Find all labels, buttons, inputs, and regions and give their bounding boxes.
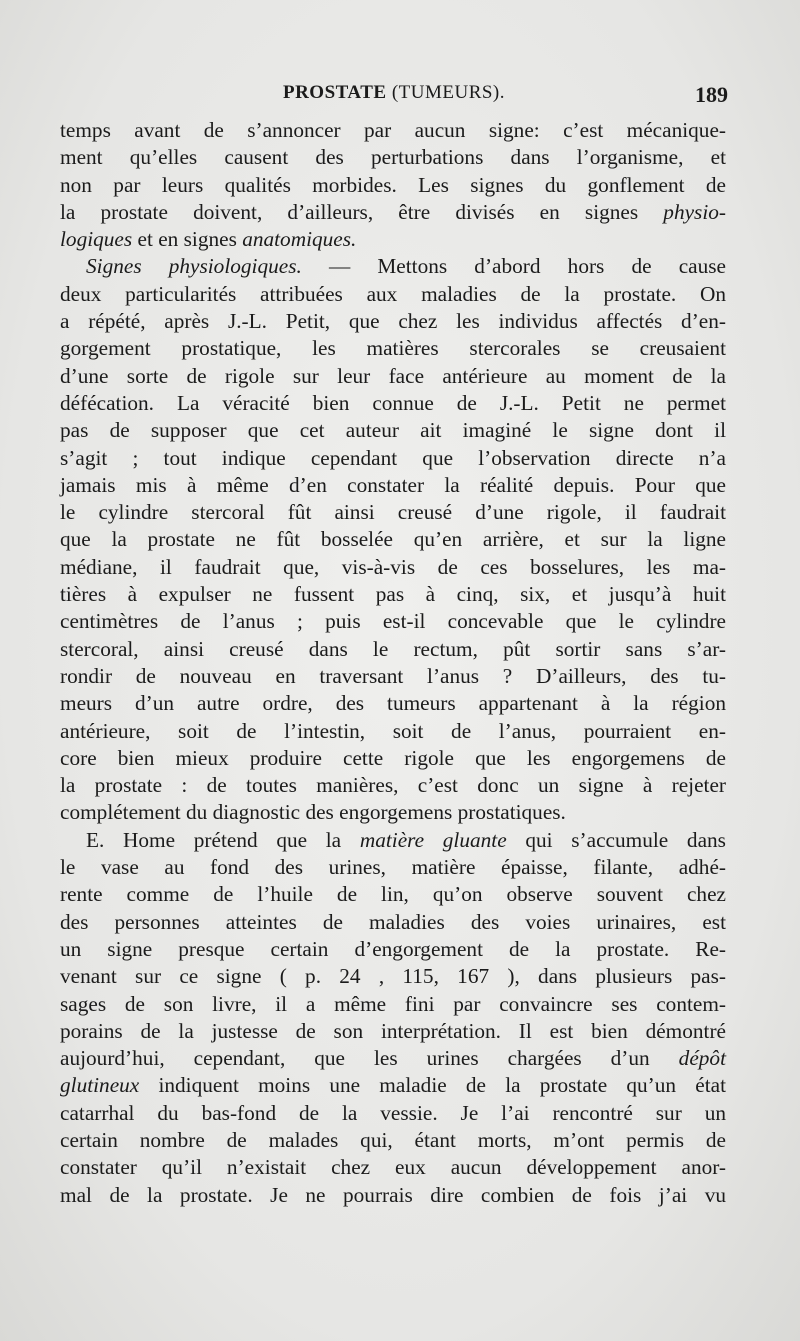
text-line — [60, 554, 726, 581]
text-line — [60, 281, 726, 308]
text-line — [60, 1182, 726, 1209]
text-segment: catarrhal du bas-fond de la vessie. Je l’ai rencontré sur un — [60, 1100, 726, 1125]
text-segment: temps avant de s’annoncer par aucun signe: c’est mécanique- — [60, 118, 726, 142]
text-segment: certain nombre de malades qui, étant morts, m’ont permis de — [60, 1127, 726, 1152]
text-segment: constater qu’il n’existait chez eux aucun développement anor- — [60, 1155, 726, 1180]
text-segment: le cylindre stercoral fût ainsi creusé d’une rigole, il faudrait — [60, 500, 726, 525]
text-segment: que la prostate ne fût bosselée qu’en arrière, et sur la ligne — [60, 527, 726, 552]
text-line — [60, 445, 726, 472]
text-segment: un signe presque certain d’engorgement de la prostate. Re- — [60, 936, 726, 961]
text-segment: la prostate doivent, d’ailleurs, être divisés en signes — [60, 199, 664, 224]
text-line — [60, 745, 726, 772]
text-segment: porains de la justesse de son interprétation. Il est bien démontré — [60, 1018, 726, 1043]
italic-text: dépôt — [678, 1046, 726, 1071]
text-line — [60, 117, 726, 144]
text-line — [60, 417, 726, 444]
text-segment: deux particularités attribuées aux maladies de la prostate. On — [60, 281, 726, 306]
text-segment: rente comme de l’huile de lin, qu’on observe souvent chez — [60, 882, 726, 907]
text-line — [60, 1127, 726, 1154]
text-line — [60, 308, 726, 335]
text-segment: rondir de nouveau en traversant l’anus ? D’ailleurs, des tu- — [60, 663, 726, 688]
text-line — [60, 226, 726, 253]
text-line — [60, 472, 726, 499]
text-line — [60, 1018, 726, 1045]
text-line — [60, 636, 726, 663]
text-line — [60, 581, 726, 608]
text-line — [60, 1100, 726, 1127]
text-segment: d’une sorte de rigole sur leur face antérieure au moment de la — [60, 363, 726, 388]
text-line — [60, 199, 726, 226]
italic-text: glutineux — [60, 1073, 140, 1098]
text-line — [60, 936, 726, 963]
text-segment: mal de la prostate. Je ne pourrais dire combien de fois j’ai vu — [60, 1182, 726, 1207]
text-line — [60, 608, 726, 635]
running-head-sub: (TUMEURS). — [391, 82, 506, 103]
page-header — [60, 82, 728, 112]
text-line — [60, 799, 726, 826]
text-segment: qui s’accumule dans — [506, 827, 726, 852]
text-segment: antérieure, soit de l’intestin, soit de l’anus, pourraient en- — [60, 718, 726, 743]
text-line — [60, 526, 726, 553]
italic-text: logiques — [60, 227, 133, 252]
text-line — [60, 499, 726, 526]
text-segment: — Mettons d’abord hors de cause — [301, 254, 726, 279]
running-head — [60, 82, 728, 104]
text-line — [60, 1045, 726, 1072]
text-line — [60, 881, 726, 908]
text-segment: non par leurs qualités morbides. Les signes du gonflement de — [60, 172, 726, 197]
text-segment: des personnes atteintes de maladies des voies urinaires, est — [60, 909, 726, 934]
text-line — [60, 363, 726, 390]
text-line — [60, 663, 726, 690]
italic-text: anatomiques. — [242, 227, 357, 252]
italic-text: physio- — [663, 199, 726, 224]
text-line — [60, 390, 726, 417]
body-text — [60, 117, 726, 1209]
italic-text: Signes physiologiques. — [86, 254, 302, 279]
text-segment: le vase au fond des urines, matière épaisse, filante, adhé- — [60, 855, 726, 880]
text-segment: pas de supposer que cet auteur ait imaginé le signe dont il — [60, 418, 726, 443]
text-line — [60, 690, 726, 717]
text-segment: et en signes — [132, 227, 243, 252]
text-line — [60, 827, 726, 854]
text-segment: défécation. La véracité bien connue de J.-L. Petit ne permet — [60, 390, 726, 415]
text-segment: tières à expulser ne fussent pas à cinq, six, et jusqu’à huit — [60, 582, 726, 607]
text-line — [60, 772, 726, 799]
text-segment: la prostate : de toutes manières, c’est donc un signe à rejeter — [60, 773, 726, 798]
text-segment: core bien mieux produire cette rigole que les engorgemens de — [60, 745, 726, 770]
text-line — [60, 854, 726, 881]
text-segment: aujourd’hui, cependant, que les urines chargées d’un — [60, 1046, 679, 1071]
text-line — [60, 1072, 726, 1099]
text-segment: meurs d’un autre ordre, des tumeurs appartenant à la région — [60, 691, 726, 716]
page-number: 189 — [695, 82, 728, 107]
text-segment: E. Home prétend que la — [86, 827, 360, 852]
text-line — [60, 909, 726, 936]
text-line — [60, 1154, 726, 1181]
italic-text: matière gluante — [359, 827, 507, 852]
text-line — [60, 144, 726, 171]
text-line — [60, 172, 726, 199]
running-head-main: PROSTATE — [282, 82, 387, 103]
text-line — [60, 253, 726, 280]
text-segment: sages de son livre, il a même fini par convaincre ses contem- — [60, 991, 726, 1016]
text-segment: complétement du diagnostic des engorgemens prostatiques. — [60, 800, 566, 825]
text-segment: a répété, après J.-L. Petit, que chez les individus affectés d’en- — [60, 309, 726, 334]
text-segment: stercoral, ainsi creusé dans le rectum, pût sortir sans s’ar- — [60, 636, 726, 661]
text-segment: gorgement prostatique, les matières stercorales se creusaient — [60, 336, 726, 361]
text-segment: jamais mis à même d’en constater la réalité depuis. Pour que — [60, 472, 726, 497]
text-line — [60, 991, 726, 1018]
text-line — [60, 718, 726, 745]
text-segment: centimètres de l’anus ; puis est-il concevable que le cylindre — [60, 609, 726, 634]
text-segment: ment qu’elles causent des perturbations dans l’organisme, et — [60, 145, 726, 170]
text-line — [60, 335, 726, 362]
text-segment: venant sur ce signe ( p. 24 , 115, 167 ), dans plusieurs pas- — [60, 964, 726, 989]
text-segment: indiquent moins une maladie de la prostate qu’un état — [139, 1073, 726, 1098]
text-segment: s’agit ; tout indique cependant que l’observation directe n’a — [60, 445, 726, 470]
text-line — [60, 963, 726, 990]
text-segment: médiane, il faudrait que, vis-à-vis de ces bosselures, les ma- — [60, 554, 726, 579]
